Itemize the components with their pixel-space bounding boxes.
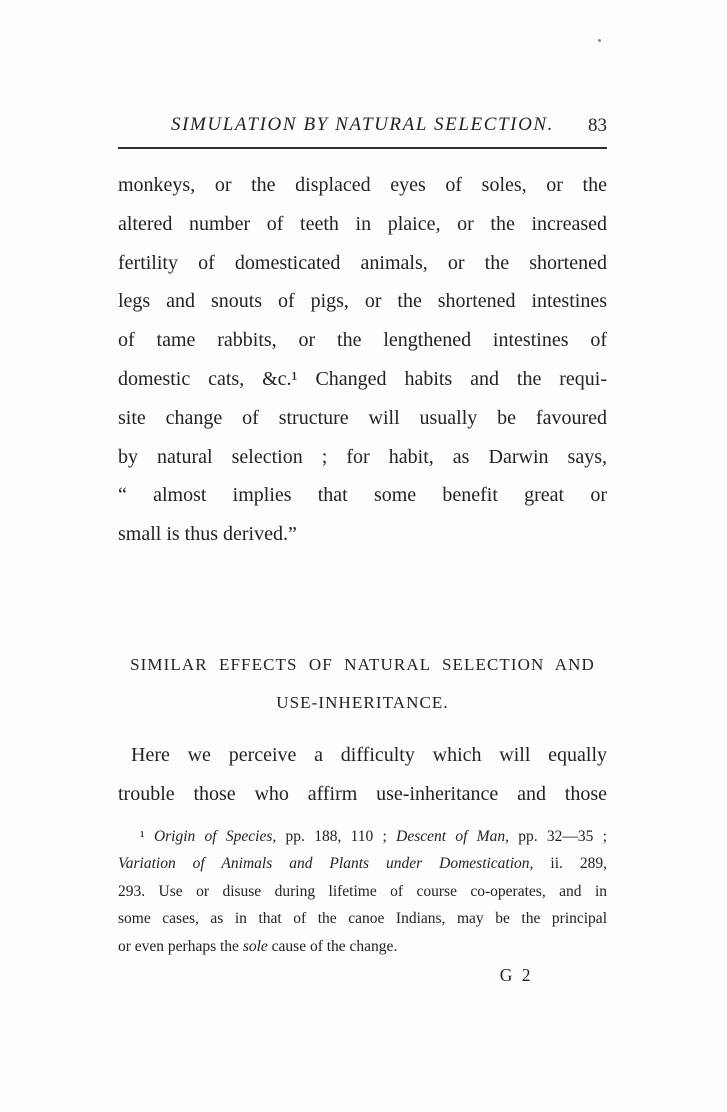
footnote-marker: ¹ (140, 827, 154, 845)
footnote-text: ii. 289, (533, 855, 607, 873)
section-heading-line: USE-INHERITANCE. (276, 692, 449, 712)
paragraph-line: Here we perceive a difficulty which will equally (131, 743, 607, 766)
paragraph-line: trouble those who affirm use-inheritance and those (118, 782, 607, 805)
header-rule (118, 147, 607, 149)
running-header (118, 112, 607, 138)
body-line: fertility of domesticated animals, or the shortened (118, 251, 607, 274)
footnote-emphasis: sole (242, 937, 268, 955)
footnote-text: cause of the change. (267, 937, 398, 955)
page-number: 83 (588, 115, 607, 136)
footnote-line: 293. Use or disuse during lifetime of course co-operates, and in (118, 882, 607, 900)
footnote-book-title: Descent of Man, (396, 827, 509, 845)
footnote-book-title: Variation of Animals and Plants under Domestication, (118, 855, 534, 873)
body-line: “ almost implies that some benefit great or (118, 484, 607, 507)
body-line: of tame rabbits, or the lengthened intestines of (118, 329, 607, 352)
footnote-text: or even perhaps the (118, 937, 243, 955)
footnote-line (118, 933, 607, 960)
body-line: domestic cats, &c.¹ Changed habits and the requi- (118, 367, 607, 390)
body-paragraph (118, 166, 607, 554)
body-line: monkeys, or the displaced eyes of soles, or the (118, 174, 607, 196)
section-heading-line: SIMILAR EFFECTS OF NATURAL SELECTION AND (130, 654, 595, 674)
footnote-line (118, 850, 607, 877)
scan-speck (598, 39, 601, 42)
running-header-title: SIMULATION BY NATURAL SELECTION. (170, 114, 555, 135)
body-line: by natural selection ; for habit, as Darwin says, (118, 445, 607, 468)
body-line: site change of structure will usually be favoured (118, 406, 607, 429)
section-heading (118, 646, 607, 722)
body-line: altered number of teeth in plaice, or the increased (118, 212, 607, 235)
body-line: legs and snouts of pigs, or the shortened intestines (118, 290, 607, 313)
footnote-text: pp. 32—35 ; (508, 827, 607, 845)
body-line: small is thus derived.” (118, 523, 297, 546)
signature-mark: G 2 (499, 965, 533, 985)
second-paragraph (118, 736, 607, 814)
footnote-book-title: Origin of Species, (153, 827, 277, 845)
footnote-text: pp. 188, 110 ; (276, 827, 397, 845)
footnote (118, 823, 607, 960)
footnote-line: some cases, as in that of the canoe Indians, may be the principal (118, 910, 607, 928)
footnote-line (118, 823, 607, 850)
